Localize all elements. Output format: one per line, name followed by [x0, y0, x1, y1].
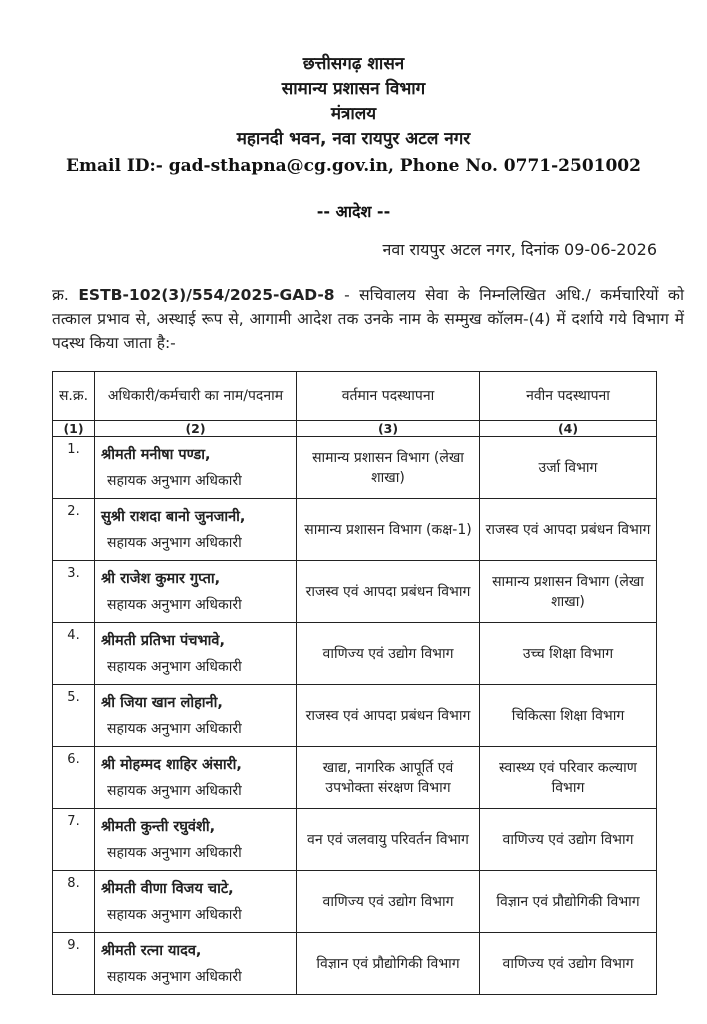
current-posting: खाद्य, नागरिक आपूर्ति एवं उपभोक्ता संरक्षण विभाग — [297, 747, 480, 809]
current-posting: राजस्व एवं आपदा प्रबंधन विभाग — [297, 561, 480, 623]
employee-name: श्री जिया खान लोहानी, — [101, 695, 223, 711]
table-row — [53, 747, 657, 809]
current-posting: वाणिज्य एवं उद्योग विभाग — [297, 623, 480, 685]
serial-number: 4. — [53, 623, 95, 685]
employee-name: सुश्री राशदा बानो जुनजानी, — [101, 509, 246, 525]
order-number-prefix: क्र. — [52, 286, 69, 304]
serial-number: 8. — [53, 871, 95, 933]
column-number: (3) — [297, 421, 480, 437]
table-row — [53, 437, 657, 499]
order-body-text: - सचिवालय सेवा के निम्नलिखित अधि./ कर्मचारियों को तत्काल प्रभाव से, अस्थाई रूप से, आगामी आदेश तक उनके नाम के सम्मुख कॉलम-(4) में दर्शाये गये विभाग में पदस्थ किया जाता है:- — [52, 286, 684, 352]
employee-name: श्रीमती रत्ना यादव, — [101, 943, 202, 959]
table-row — [53, 809, 657, 871]
employee-name: श्रीमती मनीषा पण्डा, — [101, 447, 211, 463]
serial-number: 2. — [53, 499, 95, 561]
current-posting: वन एवं जलवायु परिवर्तन विभाग — [297, 809, 480, 871]
table-row — [53, 623, 657, 685]
current-posting: वाणिज्य एवं उद्योग विभाग — [297, 871, 480, 933]
employee-cell — [95, 437, 297, 499]
employee-designation: सहायक अनुभाग अधिकारी — [107, 535, 242, 551]
serial-number: 7. — [53, 809, 95, 871]
serial-number: 1. — [53, 437, 95, 499]
employee-name: श्री मोहम्मद शाहिर अंसारी, — [101, 757, 242, 773]
ministry-name: मंत्रालय — [330, 104, 377, 124]
employee-designation: सहायक अनुभाग अधिकारी — [107, 721, 242, 737]
table-header-row — [53, 372, 657, 421]
new-posting: राजस्व एवं आपदा प्रबंधन विभाग — [480, 499, 657, 561]
government-name: छत्तीसगढ़ शासन — [302, 54, 405, 74]
new-posting: स्वास्थ्य एवं परिवार कल्याण विभाग — [480, 747, 657, 809]
table-row — [53, 561, 657, 623]
header-employee: अधिकारी/कर्मचारी का नाम/पदनाम — [95, 372, 297, 421]
employee-cell — [95, 685, 297, 747]
new-posting: चिकित्सा शिक्षा विभाग — [480, 685, 657, 747]
order-reference-number: ESTB-102(3)/554/2025-GAD-8 — [78, 286, 335, 304]
contact-line: Email ID:- gad-sthapna@cg.gov.in, Phone No. 0771-2501002 — [66, 156, 641, 176]
current-posting: सामान्य प्रशासन विभाग (कक्ष-1) — [297, 499, 480, 561]
employee-cell — [95, 623, 297, 685]
column-number: (1) — [53, 421, 95, 437]
employee-designation: सहायक अनुभाग अधिकारी — [107, 969, 242, 985]
current-posting: विज्ञान एवं प्रौद्योगिकी विभाग — [297, 933, 480, 995]
employee-cell — [95, 561, 297, 623]
serial-number: 5. — [53, 685, 95, 747]
table-column-number-row — [53, 421, 657, 437]
column-number: (2) — [95, 421, 297, 437]
new-posting: सामान्य प्रशासन विभाग (लेखा शाखा) — [480, 561, 657, 623]
employee-cell — [95, 747, 297, 809]
new-posting: विज्ञान एवं प्रौद्योगिकी विभाग — [480, 871, 657, 933]
employee-cell — [95, 809, 297, 871]
place-date-line: नवा रायपुर अटल नगर, दिनांक 09-06-2026 — [382, 240, 657, 259]
department-name: सामान्य प्रशासन विभाग — [281, 79, 426, 99]
letterhead — [0, 52, 707, 179]
header-new-posting: नवीन पदस्थापना — [480, 372, 657, 421]
employee-designation: सहायक अनुभाग अधिकारी — [107, 473, 242, 489]
serial-number: 3. — [53, 561, 95, 623]
employee-designation: सहायक अनुभाग अधिकारी — [107, 783, 242, 799]
new-posting: उच्च शिक्षा विभाग — [480, 623, 657, 685]
header-current-posting: वर्तमान पदस्थापना — [297, 372, 480, 421]
new-posting: उर्जा विभाग — [480, 437, 657, 499]
current-posting: सामान्य प्रशासन विभाग (लेखा शाखा) — [297, 437, 480, 499]
serial-number: 6. — [53, 747, 95, 809]
current-posting: राजस्व एवं आपदा प्रबंधन विभाग — [297, 685, 480, 747]
employee-cell — [95, 871, 297, 933]
employee-designation: सहायक अनुभाग अधिकारी — [107, 659, 242, 675]
posting-table — [52, 371, 657, 995]
header-serial: स.क्र. — [53, 372, 95, 421]
employee-name: श्री राजेश कुमार गुप्ता, — [101, 571, 221, 587]
employee-designation: सहायक अनुभाग अधिकारी — [107, 597, 242, 613]
table-row — [53, 871, 657, 933]
employee-name: श्रीमती कुन्ती रघुवंशी, — [101, 819, 216, 835]
office-address: महानदी भवन, नवा रायपुर अटल नगर — [236, 129, 471, 149]
table-row — [53, 499, 657, 561]
employee-name: श्रीमती वीणा विजय चाटे, — [101, 881, 234, 897]
column-number: (4) — [480, 421, 657, 437]
order-paragraph — [52, 283, 684, 355]
table-row — [53, 685, 657, 747]
serial-number: 9. — [53, 933, 95, 995]
new-posting: वाणिज्य एवं उद्योग विभाग — [480, 809, 657, 871]
employee-designation: सहायक अनुभाग अधिकारी — [107, 845, 242, 861]
new-posting: वाणिज्य एवं उद्योग विभाग — [480, 933, 657, 995]
employee-designation: सहायक अनुभाग अधिकारी — [107, 907, 242, 923]
employee-cell — [95, 499, 297, 561]
employee-name: श्रीमती प्रतिभा पंचभावे, — [101, 633, 225, 649]
table-row — [53, 933, 657, 995]
employee-cell — [95, 933, 297, 995]
order-title: -- आदेश -- — [316, 202, 391, 221]
